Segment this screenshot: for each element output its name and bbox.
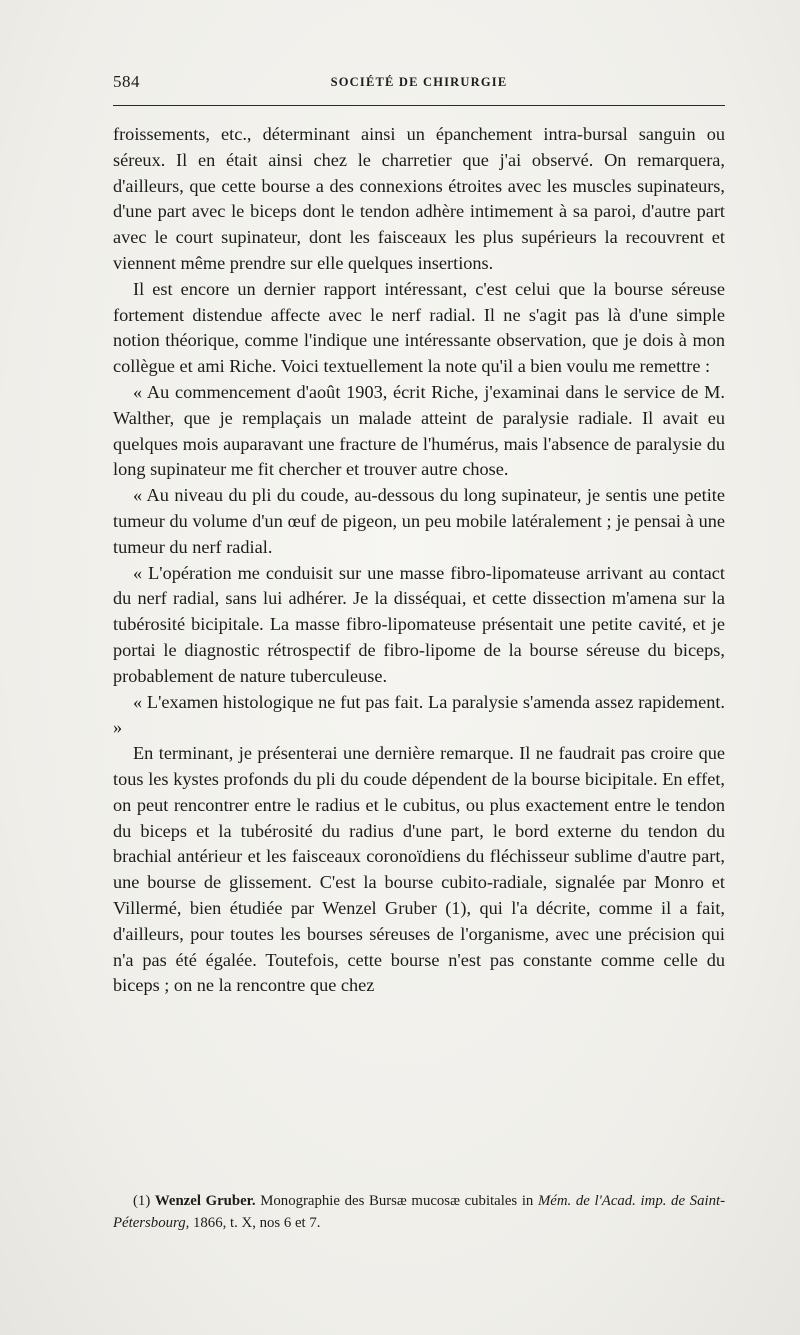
- paragraph: « L'opération me conduisit sur une masse fibro-lipomateuse arrivant au contact du nerf radial, sans lui adhérer. Je la disséquai, et cette dissection m'amena sur la tubérosité bicipitale. La masse fibro-lipomateuse présentait une petite cavité, et je portai le diagnostic rétrospectif de fibro-lipome de la bourse séreuse du biceps, probablement de nature tuberculeuse.: [113, 562, 725, 686]
- paragraph: « Au commencement d'août 1903, écrit Riche, j'examinai dans le service de M. Walther, que je remplaçais un malade atteint de paralysie radiale. Il avait eu quelques mois auparavant une fracture de l'humérus, mais l'absence de paralysie du long supinateur me fit chercher et trouver autre chose.: [113, 381, 725, 480]
- paragraph: En terminant, je présenterai une dernière remarque. Il ne faudrait pas croire que tous les kystes profonds du pli du coude dépendent de la bourse bicipitale. En effet, on peut rencontrer entre le radius et le cubitus, ou plus exactement entre le tendon du biceps et la tubérosité du radius d'une part, le bord externe du tendon du brachial antérieur et les faisceaux coronoïdiens du fléchisseur sublime d'autre part, une bourse de glissement. C'est la bourse cubito-radiale, signalée par Monro et Villermé, bien étudiée par Wenzel Gruber (1), qui l'a décrite, comme il a fait, d'ailleurs, pour toutes les bourses séreuses de l'organisme, avec une précision qui n'a pas été égalée. Toutefois, cette bourse n'est pas constante comme celle du biceps ; on ne la rencontre que chez: [113, 743, 725, 996]
- running-head: SOCIÉTÉ DE CHIRURGIE: [330, 75, 508, 89]
- footnote-text-b: 1866, t. X, nos 6 et 7.: [189, 1215, 321, 1231]
- footnote-journal: Mém. de l'Acad. imp. de Saint-Pétersbourg,: [113, 1193, 726, 1231]
- paragraph: « L'examen histologique ne fut pas fait. La paralysie s'amenda assez rapidement. »: [113, 691, 725, 738]
- body-text: [113, 122, 725, 999]
- footnote: [113, 1190, 725, 1234]
- footnote-marker: (1): [133, 1193, 155, 1209]
- paragraph: froissements, etc., déterminant ainsi un épanchement intra-bursal sanguin ou séreux. Il en était ainsi chez le charretier que j'ai observé. On remarquera, d'ailleurs, que cette bourse a des connexions étroites avec les muscles supinateurs, d'une part avec le biceps dont le tendon adhère intimement à sa paroi, d'autre part avec le court supinateur, dont les faisceaux les plus supérieurs la recouvrent et viennent même prendre sur elle quelques insertions.: [113, 124, 725, 273]
- paragraph: « Au niveau du pli du coude, au-dessous du long supinateur, je sentis une petite tumeur du volume d'un œuf de pigeon, un peu mobile latéralement ; je pensai à une tumeur du nerf radial.: [113, 485, 725, 557]
- footnotes: [113, 1190, 725, 1234]
- header-rule: [113, 105, 725, 106]
- page-number: 584: [113, 72, 140, 91]
- footnote-author: Wenzel Gruber.: [154, 1193, 256, 1209]
- footnote-text-a: Monographie des Bursæ mucosæ cubitales in: [255, 1193, 538, 1209]
- paragraph: Il est encore un dernier rapport intéressant, c'est celui que la bourse séreuse fortement distendue affecte avec le nerf radial. Il ne s'agit pas là d'une simple notion théorique, comme l'indique une intéressante observation, que je dois à mon collègue et ami Riche. Voici textuellement la note qu'il a bien voulu me remettre :: [113, 278, 725, 377]
- page-header: [113, 72, 725, 96]
